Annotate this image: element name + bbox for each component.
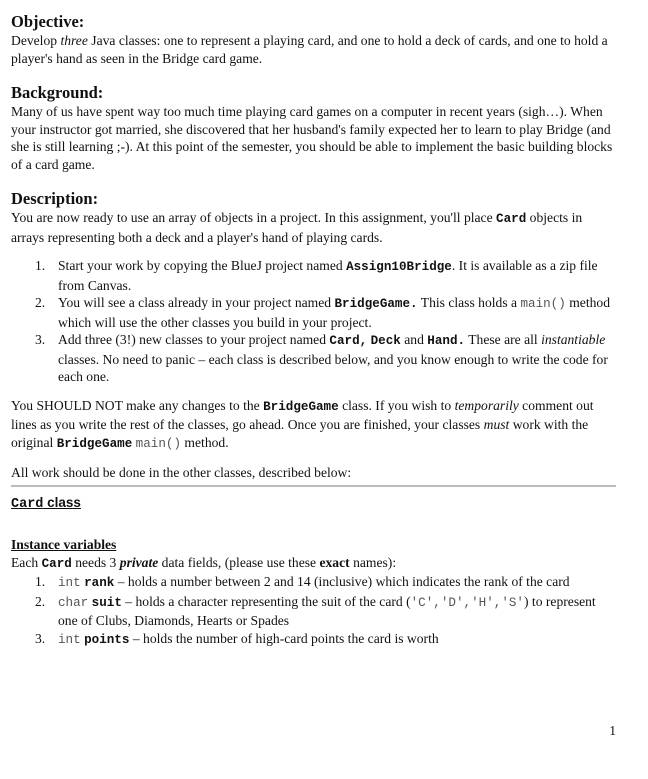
text-part: Each — [11, 554, 42, 570]
text-part: ) to represent one of Clubs, Diamonds, Hearts or Spades — [58, 593, 596, 628]
description-closing: All work should be done in the other classes, described below: — [11, 465, 352, 480]
emphasis: must — [483, 417, 510, 432]
description-intro — [11, 209, 616, 246]
list-number: 1. — [35, 258, 46, 273]
text-part: You SHOULD NOT make any changes to the — [11, 397, 264, 413]
text-part: method which will use the other classes you build in your project. — [58, 295, 610, 330]
code-type: int — [58, 576, 81, 590]
instance-variables-heading: Instance variables — [11, 537, 117, 552]
code-main: main() — [135, 436, 182, 451]
list-item — [11, 630, 616, 650]
description-steps — [11, 257, 616, 386]
objective-heading: Objective: — [11, 12, 85, 31]
text-part: data fields, (please use these — [158, 554, 320, 570]
list-item — [11, 331, 616, 386]
text-part: classes. No need to panic – each class is described below, and you know enough to write the code for each one. — [58, 351, 608, 384]
text-part: objects in arrays representing both a deck and a player's hand of playing cards. — [11, 210, 583, 245]
code-type: int — [58, 632, 81, 647]
emphasis: exact — [319, 554, 350, 570]
code-field-name: points — [84, 632, 130, 647]
emphasis: temporarily — [454, 397, 519, 413]
text-part: . It is available as a zip file from Canvas. — [58, 258, 598, 293]
objective-text-part: Develop — [11, 33, 61, 48]
code-card: Card, — [329, 334, 368, 348]
objective-text-part: Java classes: one to represent a playing card, and one to hold a deck of cards, and one to hold a player's hand as seen in the Bridge card game. — [11, 33, 608, 66]
text-part: You are now ready to use an array of objects in a project. In this assignment, you'll place — [11, 210, 497, 225]
text-part: and — [400, 332, 428, 347]
list-item — [11, 593, 616, 630]
document-page — [11, 12, 616, 649]
text-part: Add three (3!) new classes to your project named — [58, 332, 330, 347]
description-rules — [11, 397, 616, 454]
description-heading: Description: — [11, 189, 99, 208]
code-field-name: rank — [84, 576, 115, 590]
list-number: 1. — [35, 574, 46, 589]
code-class-name: BridgeGame — [263, 399, 339, 414]
list-item — [11, 573, 616, 593]
text-part: needs 3 — [71, 554, 120, 570]
code-card: Card — [41, 556, 72, 571]
list-number: 3. — [35, 332, 46, 347]
list-item — [11, 294, 616, 331]
text-part: names): — [349, 554, 397, 570]
list-number: 2. — [35, 593, 46, 609]
code-main: main() — [520, 297, 566, 311]
code-type: char — [58, 595, 89, 610]
code-class-name: BridgeGame — [56, 436, 133, 451]
page-number: 1 — [609, 723, 616, 738]
background-text: Many of us have spent way too much time playing card games on a computer in recent years (sigh…). When your instructor got married, she discovered that her husband's family expected her to learn to play Bridge (and she is still learning ;-). At this point of the semester, you should be able to implement the basic building blocks of a card game. — [11, 104, 613, 172]
code-card: Card — [496, 212, 527, 226]
instance-variable-list — [11, 573, 616, 649]
text-part: method. — [181, 434, 229, 450]
emphasis: private — [119, 554, 159, 570]
text-part: – holds the number of high-card points the card is worth — [129, 630, 439, 646]
code-deck: Deck — [370, 334, 401, 348]
text-part: comment out lines as you write the rest of the classes, go ahead. Once you are finished, your classes — [11, 397, 594, 432]
code-project-name: Assign10Bridge — [346, 260, 452, 274]
list-number: 2. — [35, 295, 46, 310]
background-heading: Background: — [11, 83, 104, 102]
list-item — [11, 257, 616, 294]
text-part: class. If you wish to — [338, 397, 455, 413]
text-part: Start your work by copying the BlueJ project named — [58, 258, 347, 273]
text-part: work with the original — [11, 417, 589, 450]
heading-text: class — [43, 494, 81, 510]
card-class-heading — [11, 494, 616, 514]
code-card: Card — [11, 496, 44, 512]
objective-emphasis: three — [60, 33, 88, 48]
list-number: 3. — [35, 630, 46, 646]
text-part: – holds a number between 2 and 14 (inclusive) which indicates the rank of the card — [114, 574, 570, 589]
text-part: – holds a character representing the suit of the card ( — [121, 593, 411, 609]
objective-text — [11, 32, 616, 67]
code-field-name: suit — [91, 595, 122, 610]
text-part: This class holds a — [417, 295, 521, 310]
instance-variables-intro — [11, 554, 616, 574]
code-class-name: BridgeGame. — [334, 297, 418, 311]
code-hand: Hand. — [427, 334, 466, 348]
text-part: You will see a class already in your project named — [58, 295, 335, 310]
emphasis: instantiable — [541, 332, 606, 347]
code-suit-values: 'C','D','H','S' — [410, 595, 524, 610]
text-part: These are all — [465, 332, 542, 347]
